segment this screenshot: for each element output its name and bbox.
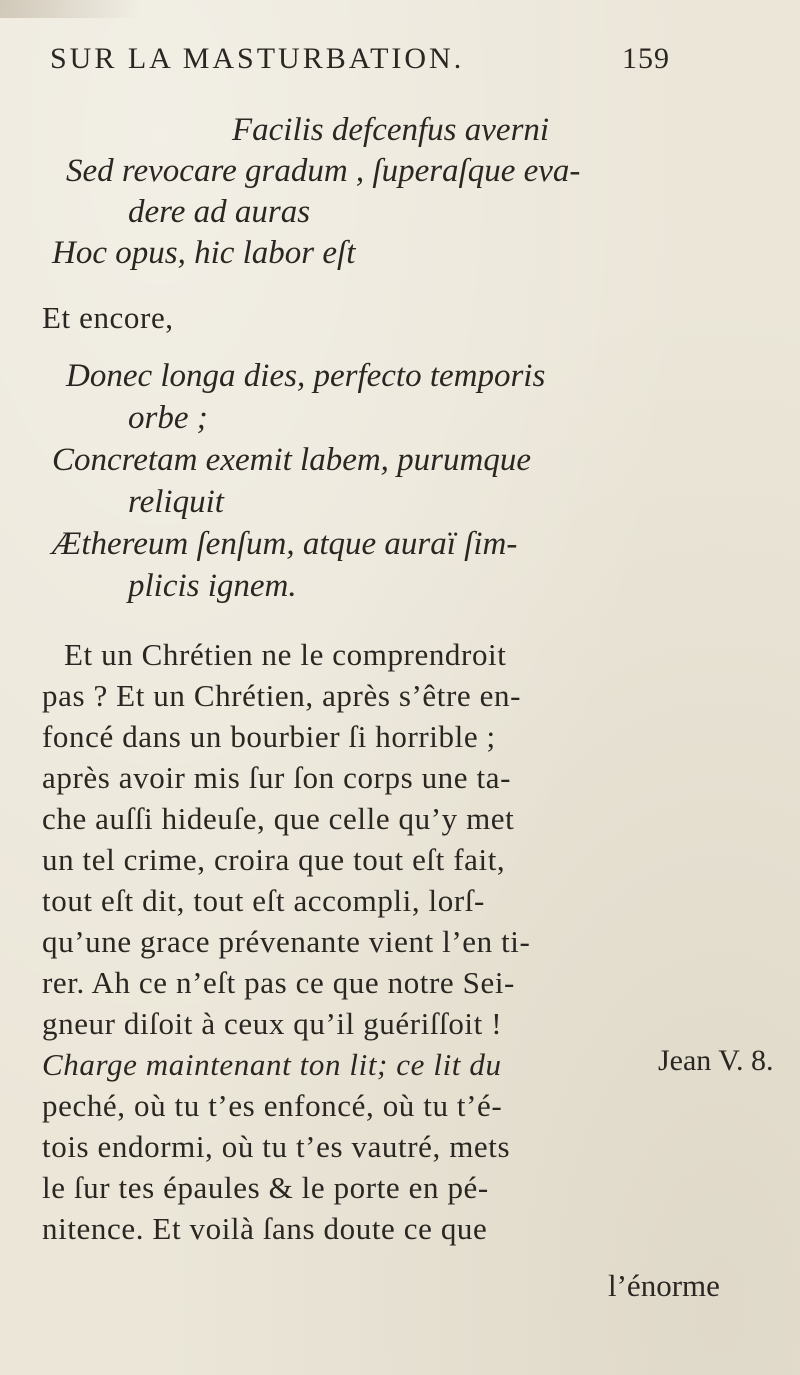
prose-line: che auſſi hideuſe, que celle qu’y met	[42, 801, 515, 836]
prose-line: tois endormi, où tu t’es vautré, mets	[42, 1129, 511, 1164]
prose-line: un tel crime, croira que tout eſt fait,	[42, 842, 506, 877]
verse-line: Sed revocare gradum , ſuperaſque eva-	[66, 153, 581, 189]
verse-line: Donec longa dies, perfecto temporis	[66, 358, 546, 394]
prose-line: foncé dans un bourbier ſi horrible ;	[42, 719, 496, 754]
verse-line: Facilis defcenfus averni	[232, 112, 550, 148]
prose-line: tout eſt dit, tout eſt accompli, lorſ-	[42, 883, 485, 918]
verse-line: reliquit	[128, 484, 224, 520]
margin-reference: Jean V. 8.	[658, 1044, 774, 1077]
prose-paragraph	[42, 634, 742, 1249]
verse-line: Concretam exemit labem, purumque	[52, 442, 531, 478]
prose-line: pas ? Et un Chrétien, après s’être en-	[42, 678, 522, 713]
prose-line: qu’une grace prévenante vient l’en ti-	[42, 924, 531, 959]
page-number: 159	[622, 42, 670, 75]
prose-line: gneur diſoit à ceux qu’il guériſſoit !	[42, 1006, 503, 1041]
verse-line: orbe ;	[128, 400, 208, 436]
prose-line: rer. Ah ce n’eſt pas ce que notre Sei-	[42, 965, 515, 1000]
running-title: SUR LA MASTURBATION.	[50, 42, 465, 75]
verse-line: Æthereum ſenſum, atque auraï ſim-	[52, 526, 518, 562]
prose-line: nitence. Et voilà ſans doute ce que	[42, 1211, 488, 1246]
prose-line: après avoir mis ſur ſon corps une ta-	[42, 760, 511, 795]
prose-line: peché, où tu t’es enfoncé, où tu t’é-	[42, 1088, 503, 1123]
catchword: l’énorme	[608, 1268, 720, 1303]
paper-stain	[0, 0, 140, 18]
prose-line: Et un Chrétien ne le comprendroit	[64, 637, 507, 672]
prose-line: Charge maintenant ton lit; ce lit du	[42, 1047, 502, 1082]
connector-text: Et encore,	[42, 300, 174, 335]
prose-line: le ſur tes épaules & le porte en pé-	[42, 1170, 489, 1205]
verse-line: plicis ignem.	[128, 568, 297, 604]
running-header	[50, 42, 670, 92]
verse-line: dere ad auras	[128, 194, 311, 230]
verse-line: Hoc opus, hic labor eſt	[52, 235, 356, 271]
